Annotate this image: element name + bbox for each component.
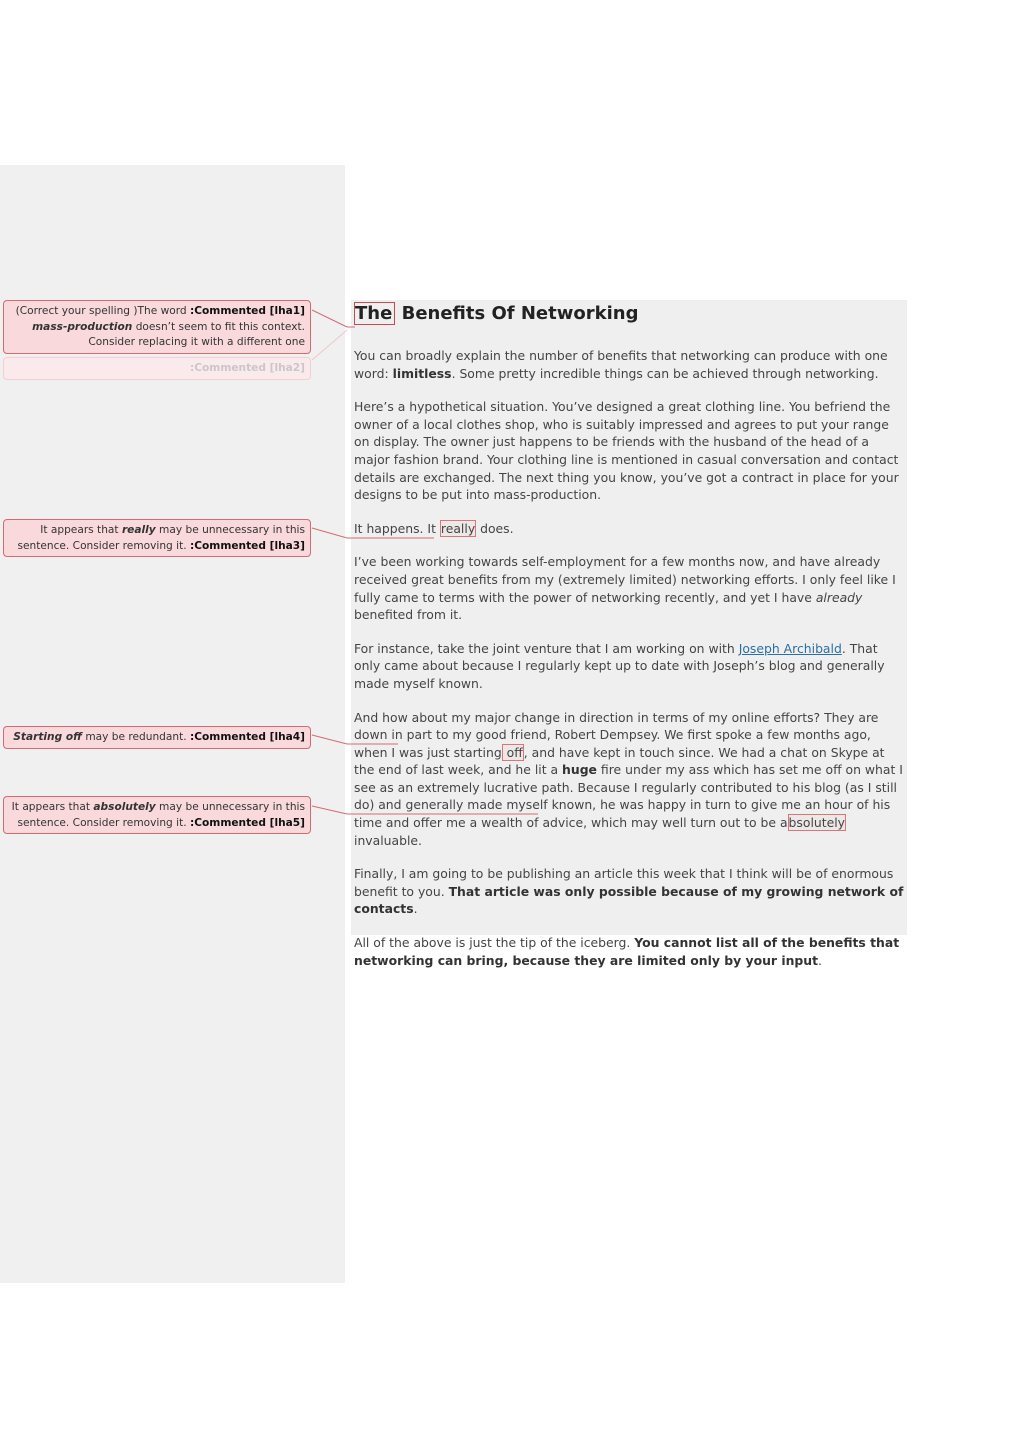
comment-header: :Commented [lha5]: [190, 816, 305, 829]
comment-emphasis: Starting off: [13, 731, 82, 743]
p7-bold: That article was only possible because of my growing network of contacts: [354, 883, 904, 917]
title-rest: Benefits Of Networking: [401, 303, 639, 324]
comment-lha2[interactable]: [3, 357, 311, 380]
p1-text-c: . Some pretty incredible things can be achieved through networking.: [451, 365, 879, 381]
comment-text: It appears that: [40, 524, 122, 536]
comment-text: It appears that: [11, 801, 94, 813]
p8-bold: You cannot list all of the benefits that networking can bring, because they are limited only by your input: [354, 935, 900, 968]
comment-text: may be unnecessary in this sentence. Consider removing it.: [17, 524, 305, 552]
p6-text-a: And how about my major change in direction in terms of my online efforts? They are down in part to my good friend, Robert Dempsey. We first spoke a few months ago, when I was just starting: [354, 709, 879, 760]
p5-text-a: For instance, take the joint venture that I am working on with: [354, 640, 739, 656]
commented-text-starting-off[interactable]: off: [502, 744, 523, 760]
p8-text-a: All of the above is just the tip of the iceberg.: [354, 935, 635, 951]
p1-text-a: You can broadly explain the number of benefits that networking can produce with one word:: [354, 348, 888, 381]
comment-lha3[interactable]: [3, 519, 311, 557]
paragraph-5: [354, 640, 907, 693]
commented-text-absolutely[interactable]: bsolutely: [788, 815, 846, 831]
p4-text-a: I’ve been working towards self-employment for a few months now, and have already received great benefits from my (extremely limited) networking efforts. I only feel like I fully came to terms with the power of networking recently, and yet I have: [354, 554, 896, 605]
p4-text-c: benefited from it.: [354, 607, 463, 623]
paragraph-1: [354, 347, 907, 382]
title-highlight[interactable]: The: [354, 302, 395, 325]
p3-text-a: It happens. It: [354, 520, 440, 536]
p1-bold: limitless: [392, 365, 452, 381]
p6-bold: huge: [562, 762, 597, 778]
document-body: [354, 300, 907, 969]
p6-text-c: fire under my ass which has set me off on what I see as an extremely lucrative path. Because I regularly contributed to his blog (as I still do) and generally made myself known, he was happy in turn to give me an hour of his time and offer me a wealth of advice, which may well turn out to be a: [354, 762, 903, 831]
paragraph-3: [354, 520, 907, 538]
p3-text-c: does.: [476, 520, 514, 536]
paragraph-8: [354, 934, 907, 969]
p5-text-c: . That only came about because I regularly kept up to date with Joseph’s blog and generally made myself known.: [354, 640, 885, 691]
comment-text: doesn’t seem to fit this context. Consider replacing it with a different one: [88, 320, 305, 348]
comment-text: may be unnecessary in this sentence. Consider removing it.: [17, 801, 305, 829]
comment-emphasis: mass-production: [32, 320, 133, 333]
comment-lha1[interactable]: [3, 300, 311, 354]
p4-italic: already: [815, 589, 863, 605]
comment-text: may be redundant.: [81, 731, 187, 743]
comment-lha5[interactable]: [3, 796, 311, 834]
paragraph-7: [354, 865, 907, 918]
comment-lha4[interactable]: [3, 726, 311, 749]
paragraph-4: [354, 553, 907, 623]
commented-text-really[interactable]: really: [440, 520, 476, 536]
joseph-archibald-link[interactable]: Joseph Archibald: [738, 640, 842, 656]
comment-emphasis: really: [121, 524, 156, 536]
comment-header: :Commented [lha3]: [190, 539, 305, 552]
p7-text-c: .: [413, 901, 418, 917]
comment-emphasis: absolutely: [93, 801, 156, 813]
document-title: [354, 300, 907, 327]
p8-text-c: .: [818, 952, 822, 968]
paragraph-2: Here’s a hypothetical situation. You’ve designed a great clothing line. You befriend the owner of a local clothes shop, who is suitably impressed and agrees to put your range on display. The owner just happens to be friends with the husband of the head of a major fashion brand. Your clothing line is mentioned in casual conversation and contact details are exchanged. The next thing you know, you’ve got a contract in place for your designs to be put into mass-production.: [354, 399, 899, 503]
comment-header: :Commented [lha4]: [190, 731, 305, 743]
p7-text-a: Finally, I am going to be publishing an article this week that I think will be of enormous benefit to you.: [354, 866, 894, 899]
comment-header: :Commented [lha2]: [190, 362, 305, 374]
comment-header: :Commented [lha1]: [190, 305, 305, 317]
p6-text-d: invaluable.: [354, 832, 422, 848]
p6-text-b: , and have kept in touch since. We had a chat on Skype at the end of last week, and he lit a: [354, 744, 885, 778]
paragraph-6: [354, 709, 907, 850]
comment-text: (Correct your spelling )The word: [15, 305, 190, 317]
